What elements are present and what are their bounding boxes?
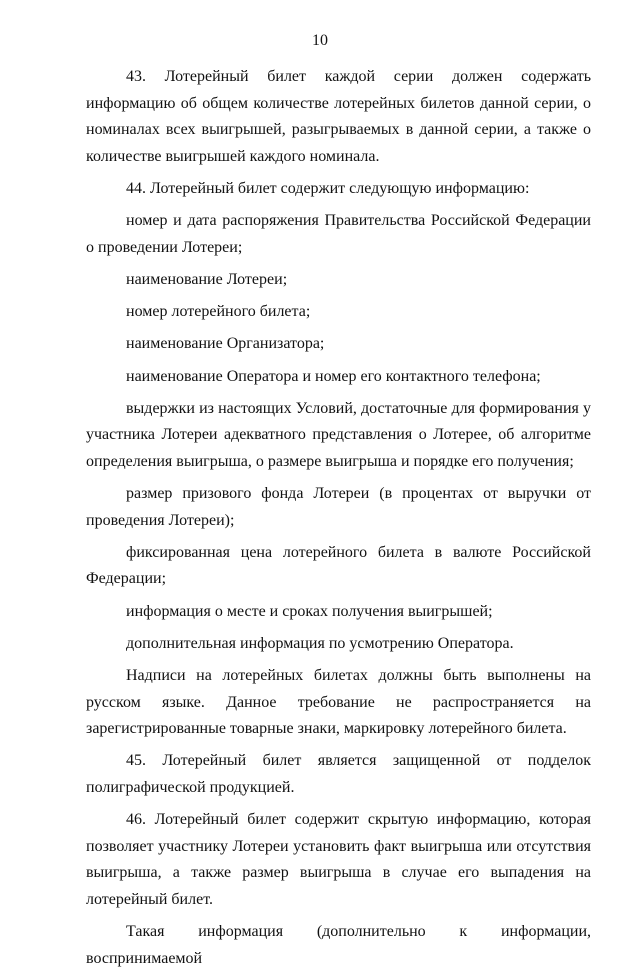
paragraph-item-44: 44. Лотерейный билет содержит следующую информацию: xyxy=(126,179,530,197)
paragraph-item-46: 46. Лотерейный билет содержит скрытую информацию, которая позволяет участнику Лотереи установить факт выигрыша или отсутствия выигрыша, а также размер выигрыша в случае его выпадения на лотерейный билет. xyxy=(86,811,591,908)
list-item-organizer-name: наименование Организатора; xyxy=(126,335,325,353)
paragraph-item-43: 43. Лотерейный билет каждой серии должен содержать информацию об общем количестве лотерейных билетов данной серии, о номиналах всех выигрышей, разыгрываемых в данной серии, а также о количестве выигрышей каждого номинала. xyxy=(86,68,591,165)
page-number: 10 xyxy=(312,32,328,49)
list-item-decree: номер и дата распоряжения Правительства Российской Федерации о проведении Лотереи; xyxy=(86,212,591,256)
paragraph-item-45: 45. Лотерейный билет является защищенной от подделок полиграфической продукцией. xyxy=(86,752,591,796)
list-item-prize-place: информация о месте и сроках получения выигрышей; xyxy=(126,602,493,620)
list-item-ticket-number: номер лотерейного билета; xyxy=(126,303,311,321)
document-body xyxy=(86,64,591,972)
list-item-additional-info: дополнительная информация по усмотрению Оператора. xyxy=(126,634,514,652)
list-item-lottery-name: наименование Лотереи; xyxy=(126,270,288,288)
list-item-conditions-excerpt: выдержки из настоящих Условий, достаточные для формирования у участника Лотереи адекватного представления о Лотерее, об алгоритме определения выигрыша, о размере выигрыша и порядке его получения; xyxy=(86,399,591,470)
paragraph-hidden-info: Такая информация (дополнительно к информации, воспринимаемой xyxy=(86,923,591,967)
list-item-ticket-price: фиксированная цена лотерейного билета в валюте Российской Федерации; xyxy=(86,543,591,588)
paragraph-language: Надписи на лотерейных билетах должны быть выполнены на русском языке. Данное требование не распространяется на зарегистрированные товарные знаки, маркировку лотерейного билета. xyxy=(86,667,591,738)
list-item-prize-fund: размер призового фонда Лотереи (в процентах от выручки от проведения Лотереи); xyxy=(86,485,591,529)
list-item-operator-name: наименование Оператора и номер его контактного телефона; xyxy=(126,367,541,385)
